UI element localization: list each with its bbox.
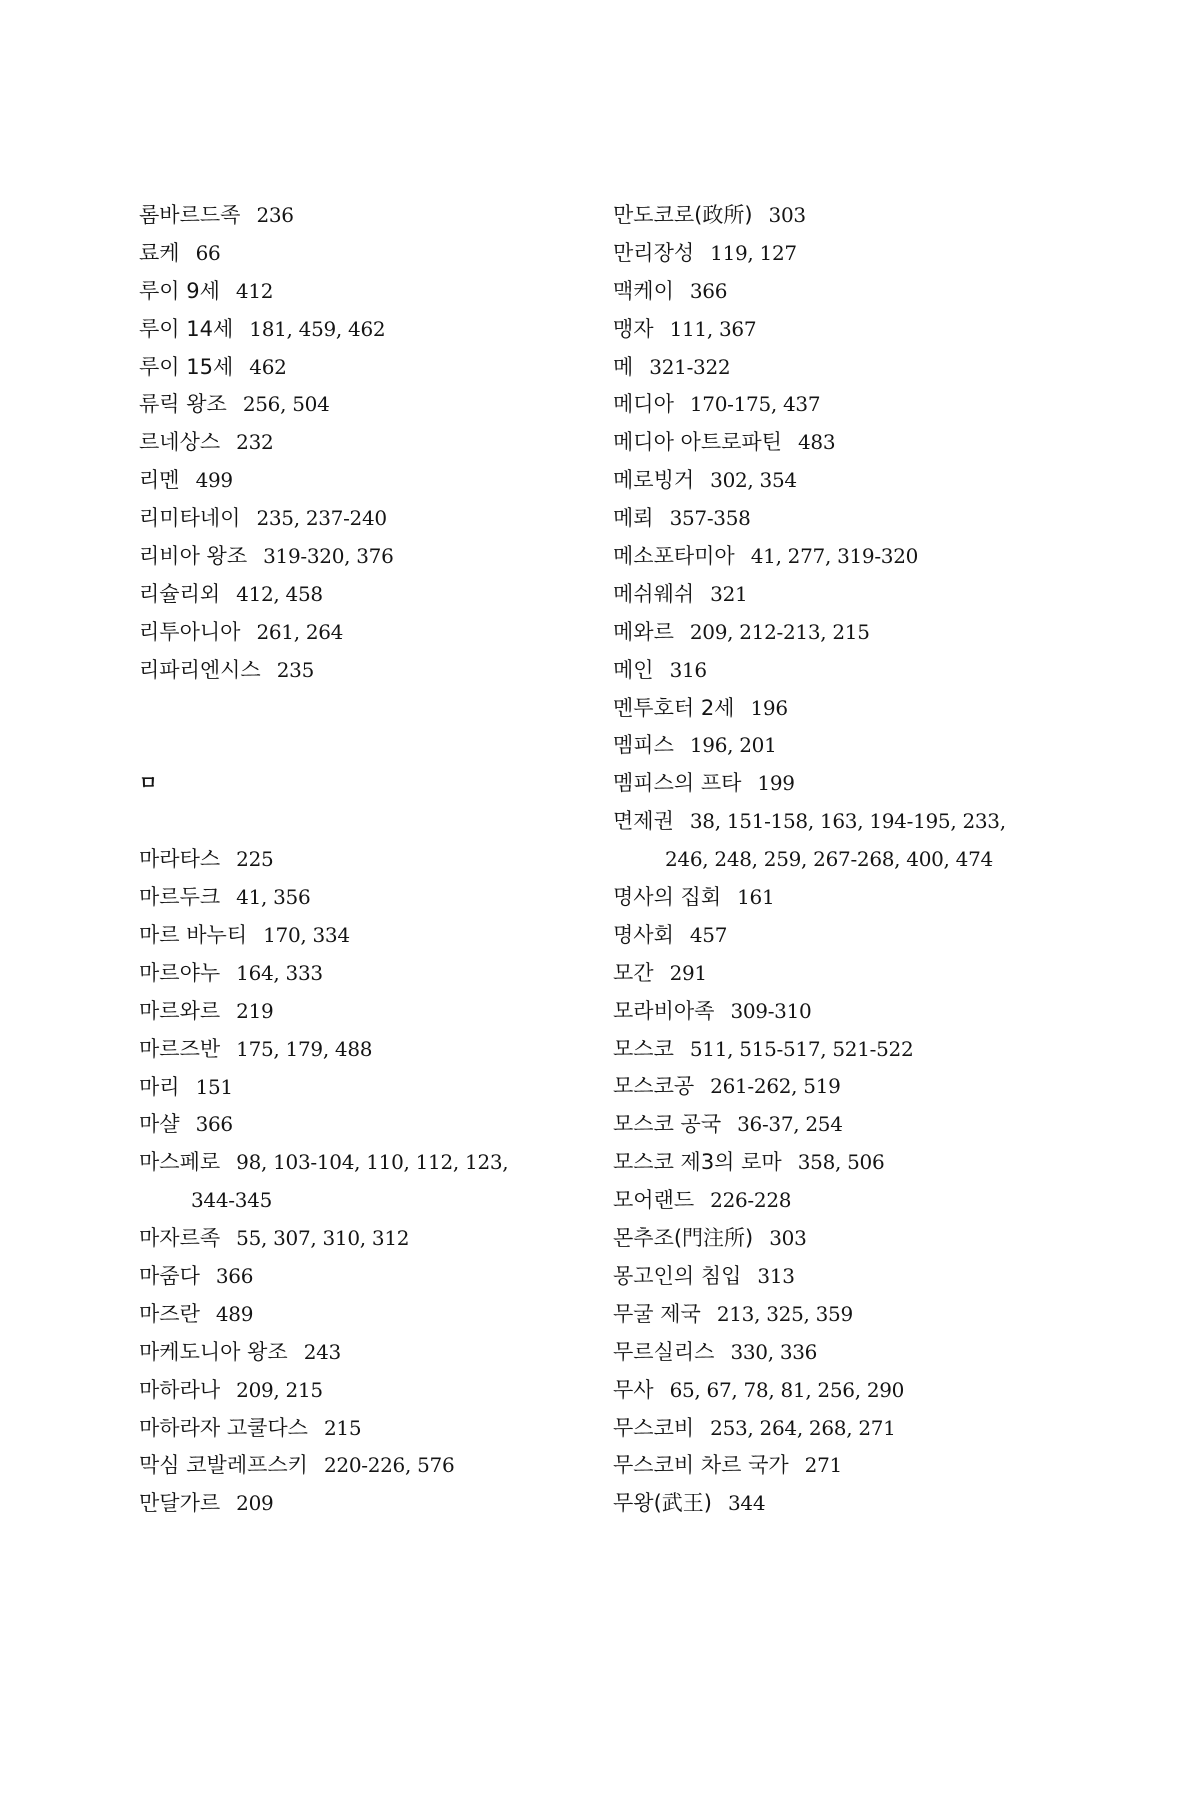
index-page-numbers: 344 xyxy=(727,1491,766,1516)
index-term: 리투아니아 xyxy=(139,619,241,644)
index-entry xyxy=(139,1334,579,1372)
index-page-numbers: 151 xyxy=(195,1074,233,1099)
index-entry xyxy=(139,1031,579,1069)
index-entry xyxy=(613,1258,1083,1296)
index-page-numbers: 366 xyxy=(215,1263,254,1288)
index-entry xyxy=(139,917,579,955)
index-entry xyxy=(613,349,1083,387)
index-page-numbers: 170, 334 xyxy=(263,922,350,947)
index-page-numbers: 253, 264, 268, 271 xyxy=(710,1415,896,1440)
index-term: 무굴 제국 xyxy=(613,1301,701,1326)
index-term: 마스페로 xyxy=(139,1150,221,1175)
index-term: 메와르 xyxy=(613,619,674,644)
index-page-numbers: 321-322 xyxy=(649,354,731,379)
index-page-numbers: 65, 67, 78, 81, 256, 290 xyxy=(669,1377,905,1402)
index-term: 마르 바누티 xyxy=(139,922,248,947)
index-term: 만리장성 xyxy=(613,240,695,265)
index-page-numbers: 196 xyxy=(750,695,788,720)
index-page-numbers: 366 xyxy=(689,278,728,303)
index-term: 맹자 xyxy=(613,316,654,341)
index-entry-continuation xyxy=(139,1182,579,1220)
index-page-numbers: 175, 179, 488 xyxy=(236,1036,373,1061)
index-term: 루이 9세 xyxy=(139,278,220,303)
index-page-numbers: 236 xyxy=(256,203,294,227)
index-page-numbers: 261, 264 xyxy=(256,619,344,644)
index-page-numbers: 36-37, 254 xyxy=(737,1112,843,1137)
index-entry xyxy=(613,1296,1083,1334)
index-entry xyxy=(613,538,1083,576)
index-page-numbers: 199 xyxy=(757,771,795,796)
index-page-numbers: 219 xyxy=(236,998,274,1023)
index-entry xyxy=(613,993,1083,1031)
index-page-numbers: 302, 354 xyxy=(710,468,797,493)
index-page-numbers: 321 xyxy=(710,581,748,606)
index-term: 모스코 제3의 로마 xyxy=(613,1150,782,1175)
index-entry xyxy=(613,1068,1083,1106)
index-entry-continuation xyxy=(613,841,1083,879)
index-entry xyxy=(613,235,1083,273)
index-term: 모스코 xyxy=(613,1036,674,1061)
index-term: 르네상스 xyxy=(139,430,221,455)
index-entry xyxy=(139,1410,579,1448)
index-term: 메인 xyxy=(613,657,654,682)
index-entry xyxy=(613,652,1083,690)
index-term: 모스코 공국 xyxy=(613,1112,722,1137)
index-entry xyxy=(613,462,1083,500)
index-page-numbers: 483 xyxy=(797,430,836,455)
index-term: 명사회 xyxy=(613,922,674,947)
index-entry xyxy=(139,500,579,538)
index-page-numbers: 161 xyxy=(737,885,775,910)
index-page-numbers: 309-310 xyxy=(730,998,812,1023)
index-entry xyxy=(139,1485,579,1523)
index-term: 만달가르 xyxy=(139,1491,221,1516)
index-term: 몬추조(門注所) xyxy=(613,1226,754,1251)
index-entry xyxy=(139,311,579,349)
index-term: 료케 xyxy=(139,240,180,265)
index-page-numbers: 313 xyxy=(757,1263,795,1288)
index-entry xyxy=(613,727,1083,765)
index-page-numbers: 366 xyxy=(195,1112,233,1137)
index-term: 메디아 아트로파틴 xyxy=(613,430,782,455)
index-page-numbers: 246, 248, 259, 267-268, 400, 474 xyxy=(665,847,993,872)
index-entry xyxy=(139,1069,579,1107)
index-entry xyxy=(139,879,579,917)
index-entry xyxy=(139,1220,579,1258)
index-term: 마르야누 xyxy=(139,960,221,985)
index-entry xyxy=(613,424,1083,462)
index-page-numbers: 232 xyxy=(236,430,274,455)
index-page-numbers: 226-228 xyxy=(710,1188,792,1213)
index-term: 마하라자 고쿨다스 xyxy=(139,1415,308,1440)
index-entry xyxy=(613,197,1083,235)
index-term: 메쉬웨쉬 xyxy=(613,581,695,606)
index-entry xyxy=(613,1031,1083,1069)
index-entry xyxy=(613,1485,1083,1523)
left-index-column xyxy=(139,197,579,1523)
index-page-numbers: 215 xyxy=(323,1415,362,1440)
index-term: 메 xyxy=(613,354,634,379)
index-term: 류릭 왕조 xyxy=(139,392,227,417)
index-page-numbers: 181, 459, 462 xyxy=(249,316,386,341)
index-page-numbers: 209 xyxy=(236,1491,274,1516)
index-page-numbers: 38, 151-158, 163, 194-195, 233, xyxy=(689,809,1006,834)
index-entry xyxy=(613,1182,1083,1220)
index-entry xyxy=(139,993,579,1031)
index-entry xyxy=(139,349,579,387)
index-page-numbers: 235, 237-240 xyxy=(256,506,387,531)
index-term: 마즈란 xyxy=(139,1301,200,1326)
index-page-numbers: 316 xyxy=(669,657,707,682)
index-page-numbers: 235 xyxy=(276,657,314,682)
index-entry xyxy=(613,1220,1083,1258)
index-term: 리슐리외 xyxy=(139,581,221,606)
index-term: 면제권 xyxy=(613,809,674,834)
index-page-numbers: 344-345 xyxy=(191,1188,273,1213)
index-entry xyxy=(613,1334,1083,1372)
index-term: 모라비아족 xyxy=(613,998,715,1023)
index-term: 멤피스의 프타 xyxy=(613,771,742,796)
index-entry xyxy=(613,311,1083,349)
index-term: 리비아 왕조 xyxy=(139,544,248,569)
index-entry xyxy=(613,917,1083,955)
index-term: 마라타스 xyxy=(139,847,221,872)
index-page-numbers: 462 xyxy=(249,354,287,379)
index-entry xyxy=(139,462,579,500)
index-entry xyxy=(139,197,579,235)
index-entry xyxy=(613,803,1083,841)
index-term: 만도코로(政所) xyxy=(613,203,753,227)
index-term: 맥케이 xyxy=(613,278,674,303)
index-page-numbers: 213, 325, 359 xyxy=(716,1301,853,1326)
index-entry xyxy=(613,765,1083,803)
index-term: 마리 xyxy=(139,1074,180,1099)
index-entry xyxy=(613,1410,1083,1448)
index-term: 무사 xyxy=(613,1377,654,1402)
index-term: 명사의 집회 xyxy=(613,885,722,910)
section-heading: ㅁ xyxy=(139,772,158,795)
index-entry xyxy=(613,1106,1083,1144)
index-term: 리멘 xyxy=(139,468,180,493)
index-entry xyxy=(613,690,1083,728)
index-entry xyxy=(139,1258,579,1296)
index-term: 몽고인의 침입 xyxy=(613,1263,742,1288)
index-page-numbers: 66 xyxy=(195,240,221,265)
index-entry xyxy=(613,879,1083,917)
index-page-numbers: 357-358 xyxy=(669,506,751,531)
index-page-numbers: 196, 201 xyxy=(689,733,777,758)
index-page-numbers: 303 xyxy=(769,1226,807,1251)
index-term: 메로빙거 xyxy=(613,468,695,493)
index-page-numbers: 291 xyxy=(669,960,707,985)
index-term: 마르와르 xyxy=(139,998,221,1023)
index-page-numbers: 55, 307, 310, 312 xyxy=(236,1226,410,1251)
index-page-numbers: 98, 103-104, 110, 112, 123, xyxy=(236,1150,509,1175)
index-page-numbers: 220-226, 576 xyxy=(323,1453,455,1478)
index-entry xyxy=(613,614,1083,652)
index-entry xyxy=(139,424,579,462)
index-entry xyxy=(139,386,579,424)
index-term: 무스코비 차르 국가 xyxy=(613,1453,789,1478)
index-entry xyxy=(613,500,1083,538)
index-page-numbers: 499 xyxy=(195,468,233,493)
index-term: 마르두크 xyxy=(139,885,221,910)
index-entry xyxy=(613,1447,1083,1485)
index-term: 마자르족 xyxy=(139,1226,221,1251)
index-entry xyxy=(139,1296,579,1334)
index-entry xyxy=(613,273,1083,311)
index-term: 메디아 xyxy=(613,392,674,417)
index-page-numbers: 119, 127 xyxy=(710,240,797,265)
index-term: 멘투호터 2세 xyxy=(613,695,735,720)
index-entry xyxy=(613,1144,1083,1182)
index-page-numbers: 330, 336 xyxy=(730,1339,818,1364)
index-entry xyxy=(139,652,579,690)
index-page-numbers: 170-175, 437 xyxy=(689,392,821,417)
index-term: 메뢰 xyxy=(613,506,654,531)
index-page-numbers: 489 xyxy=(215,1301,254,1326)
index-term: 멤피스 xyxy=(613,733,674,758)
index-page-numbers: 358, 506 xyxy=(797,1150,885,1175)
index-page-numbers: 209, 212-213, 215 xyxy=(689,619,870,644)
index-page-numbers: 412 xyxy=(235,278,274,303)
index-entry xyxy=(139,1447,579,1485)
index-page-numbers: 225 xyxy=(236,847,274,872)
index-page-numbers: 243 xyxy=(303,1339,341,1364)
index-entry xyxy=(139,841,579,879)
index-term: 무스코비 xyxy=(613,1415,695,1440)
index-page-numbers: 164, 333 xyxy=(236,960,323,985)
index-term: 모어랜드 xyxy=(613,1188,695,1213)
index-term: 모스코공 xyxy=(613,1074,695,1099)
index-entry xyxy=(139,1144,579,1182)
index-entry xyxy=(139,1106,579,1144)
index-term: 막심 코발레프스키 xyxy=(139,1453,308,1478)
index-term: 모간 xyxy=(613,960,654,985)
index-page-numbers: 511, 515-517, 521-522 xyxy=(689,1036,914,1061)
index-entry xyxy=(613,1372,1083,1410)
index-entry xyxy=(139,273,579,311)
index-page-numbers: 111, 367 xyxy=(669,316,757,341)
right-index-column xyxy=(613,197,1083,1523)
index-term: 마하라나 xyxy=(139,1377,221,1402)
index-term: 마르즈반 xyxy=(139,1036,221,1061)
index-term: 리미타네이 xyxy=(139,506,241,531)
index-page-numbers: 457 xyxy=(689,922,728,947)
index-page-numbers: 412, 458 xyxy=(236,581,323,606)
index-entry xyxy=(139,538,579,576)
index-entry xyxy=(139,235,579,273)
index-term: 롬바르드족 xyxy=(139,203,241,227)
index-term: 마샬 xyxy=(139,1112,180,1137)
index-page-numbers: 209, 215 xyxy=(236,1377,323,1402)
section-spacer xyxy=(139,690,579,766)
index-entry xyxy=(139,1372,579,1410)
index-entry xyxy=(139,576,579,614)
index-page-numbers: 256, 504 xyxy=(242,392,330,417)
index-page-numbers: 303 xyxy=(768,203,806,227)
index-term: 무왕(武王) xyxy=(613,1491,712,1516)
index-page-numbers: 41, 277, 319-320 xyxy=(750,544,919,569)
index-entry xyxy=(139,955,579,993)
index-page-numbers: 41, 356 xyxy=(236,885,311,910)
index-term: 마케도니아 왕조 xyxy=(139,1339,288,1364)
index-term: 리파리엔시스 xyxy=(139,657,261,682)
index-term: 루이 15세 xyxy=(139,354,234,379)
index-page-numbers: 319-320, 376 xyxy=(263,544,394,569)
index-term: 무르실리스 xyxy=(613,1339,715,1364)
index-entry xyxy=(139,614,579,652)
index-page-numbers: 271 xyxy=(804,1453,842,1478)
index-term: 메소포타미아 xyxy=(613,544,735,569)
index-entry xyxy=(613,955,1083,993)
index-entry xyxy=(613,576,1083,614)
index-term: 루이 14세 xyxy=(139,316,234,341)
index-term: 마줌다 xyxy=(139,1263,200,1288)
index-entry xyxy=(613,386,1083,424)
index-page-numbers: 261-262, 519 xyxy=(710,1074,841,1099)
